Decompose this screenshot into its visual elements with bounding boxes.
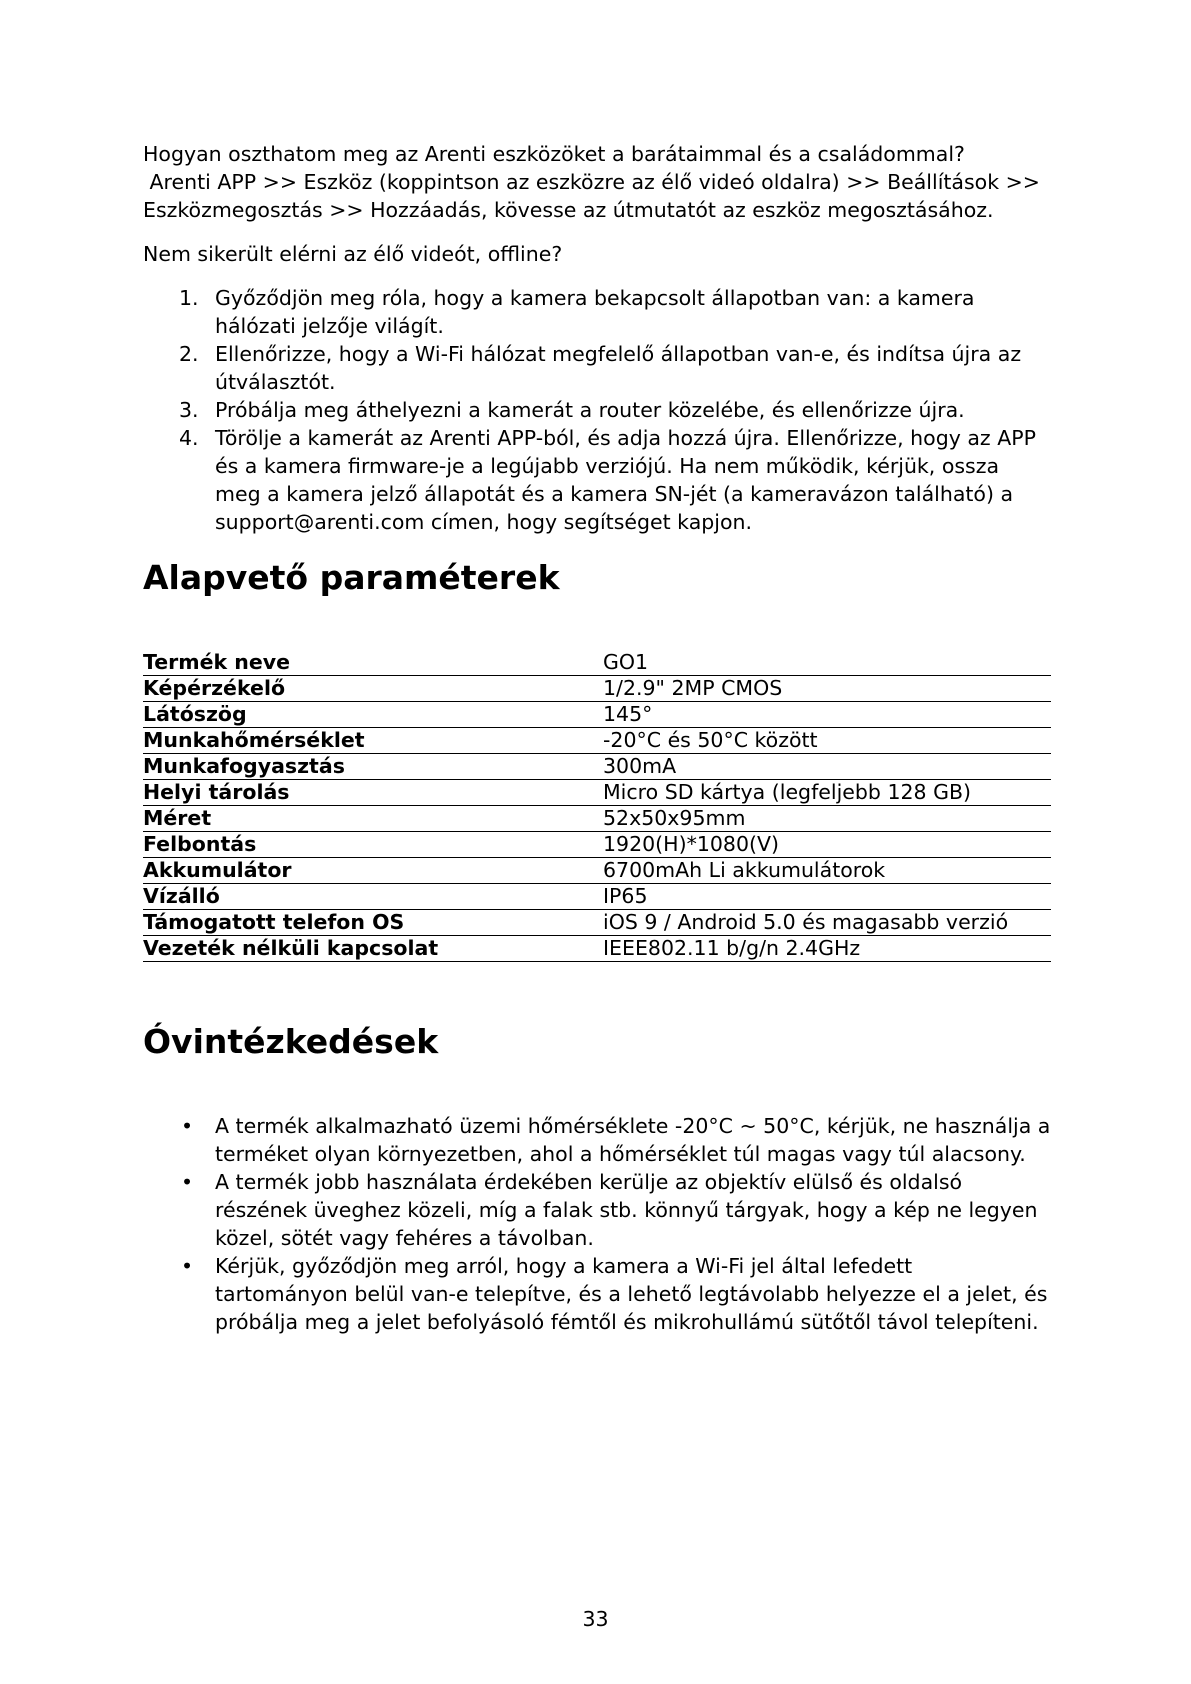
param-key: Munkahőmérséklet [143, 728, 603, 754]
list-item [143, 396, 1051, 424]
parameters-table [143, 650, 1051, 962]
list-item [143, 284, 1051, 340]
param-key: Helyi tárolás [143, 780, 603, 806]
param-value: IEEE802.11 b/g/n 2.4GHz [603, 936, 1051, 962]
document-page [143, 140, 1051, 1336]
section-heading-parameters: Alapvető paraméterek [143, 558, 560, 597]
table-row [143, 780, 1051, 806]
param-value: GO1 [603, 650, 1051, 676]
param-value: 300mA [603, 754, 1051, 780]
step-text: Győződjön meg róla, hogy a kamera bekapcsolt állapotban van: a kamera hálózati jelzője világít. [215, 286, 975, 338]
param-key: Termék neve [143, 650, 603, 676]
param-value: 6700mAh Li akkumulátorok [603, 858, 1051, 884]
table-row [143, 936, 1051, 962]
param-value: 1/2.9" 2MP CMOS [603, 676, 1051, 702]
faq-question-sharing: Hogyan oszthatom meg az Arenti eszközöket a barátaimmal és a családommal? [143, 142, 965, 166]
list-item [143, 1168, 1051, 1252]
param-key: Vízálló [143, 884, 603, 910]
param-value: IP65 [603, 884, 1051, 910]
faq-answer-sharing [143, 168, 1051, 224]
section-heading-precautions: Óvintézkedések [143, 1022, 439, 1061]
param-key: Támogatott telefon OS [143, 910, 603, 936]
list-item [143, 340, 1051, 396]
param-value: 145° [603, 702, 1051, 728]
troubleshooting-steps [143, 284, 1051, 536]
param-key: Vezeték nélküli kapcsolat [143, 936, 603, 962]
param-value: 1920(H)*1080(V) [603, 832, 1051, 858]
list-item [143, 1112, 1051, 1168]
table-row [143, 650, 1051, 676]
list-item [143, 1252, 1051, 1336]
bullet-icon: • [181, 1254, 194, 1278]
param-key: Munkafogyasztás [143, 754, 603, 780]
step-number: 2. [179, 342, 199, 366]
table-row [143, 728, 1051, 754]
param-value: iOS 9 / Android 5.0 és magasabb verzió [603, 910, 1051, 936]
list-item [143, 424, 1051, 536]
faq-question-offline: Nem sikerült elérni az élő videót, offline? [143, 242, 563, 266]
table-row [143, 676, 1051, 702]
param-key: Méret [143, 806, 603, 832]
precaution-text: A termék jobb használata érdekében kerülje az objektív elülső és oldalsó részének üveghez közeli, míg a falak stb. könnyű tárgyak, hogy a kép ne legyen közel, sötét vagy fehéres a távolban. [215, 1170, 1038, 1250]
precaution-text: A termék alkalmazható üzemi hőmérséklete -20°C ~ 50°C, kérjük, ne használja a terméket olyan környezetben, ahol a hőmérséklet túl magas vagy túl alacsony. [215, 1114, 1051, 1166]
page-number: 33 [582, 1607, 609, 1631]
precautions-list [143, 1112, 1051, 1336]
step-text: Ellenőrizze, hogy a Wi-Fi hálózat megfelelő állapotban van-e, és indítsa újra az útválasztót. [215, 342, 1022, 394]
step-text: Próbálja meg áthelyezni a kamerát a router közelébe, és ellenőrizze újra. [215, 398, 965, 422]
param-value: 52x50x95mm [603, 806, 1051, 832]
table-row [143, 832, 1051, 858]
step-number: 1. [179, 286, 199, 310]
faq-answer-line: Eszközmegosztás >> Hozzáadás, kövesse az útmutatót az eszköz megosztásához. [143, 198, 994, 222]
faq-answer-line: Arenti APP >> Eszköz (koppintson az eszközre az élő videó oldalra) >> Beállítások >> [143, 170, 1040, 194]
param-key: Látószög [143, 702, 603, 728]
step-number: 3. [179, 398, 199, 422]
step-text: Törölje a kamerát az Arenti APP-ból, és adja hozzá újra. Ellenőrizze, hogy az APP és a kamera firmware-je a legújabb verziójú. Ha nem működik, kérjük, ossza meg a kamera jelző állapotát és a kamera SN-jét (a kameravázon található) a support@arenti.com címen, hogy segítséget kapjon. [215, 426, 1036, 534]
table-row [143, 910, 1051, 936]
param-key: Képérzékelő [143, 676, 603, 702]
table-row [143, 702, 1051, 728]
step-number: 4. [179, 426, 199, 450]
table-row [143, 858, 1051, 884]
table-row [143, 884, 1051, 910]
param-value: Micro SD kártya (legfeljebb 128 GB) [603, 780, 1051, 806]
table-row [143, 806, 1051, 832]
param-key: Felbontás [143, 832, 603, 858]
bullet-icon: • [181, 1170, 194, 1194]
precaution-text: Kérjük, győződjön meg arról, hogy a kamera a Wi-Fi jel által lefedett tartományon belül van-e telepítve, és a lehető legtávolabb helyezze el a jelet, és próbálja meg a jelet befolyásoló fémtől és mikrohullámú sütőtől távol telepíteni. [215, 1254, 1048, 1334]
param-key: Akkumulátor [143, 858, 603, 884]
table-row [143, 754, 1051, 780]
param-value: -20°C és 50°C között [603, 728, 1051, 754]
bullet-icon: • [181, 1114, 194, 1138]
